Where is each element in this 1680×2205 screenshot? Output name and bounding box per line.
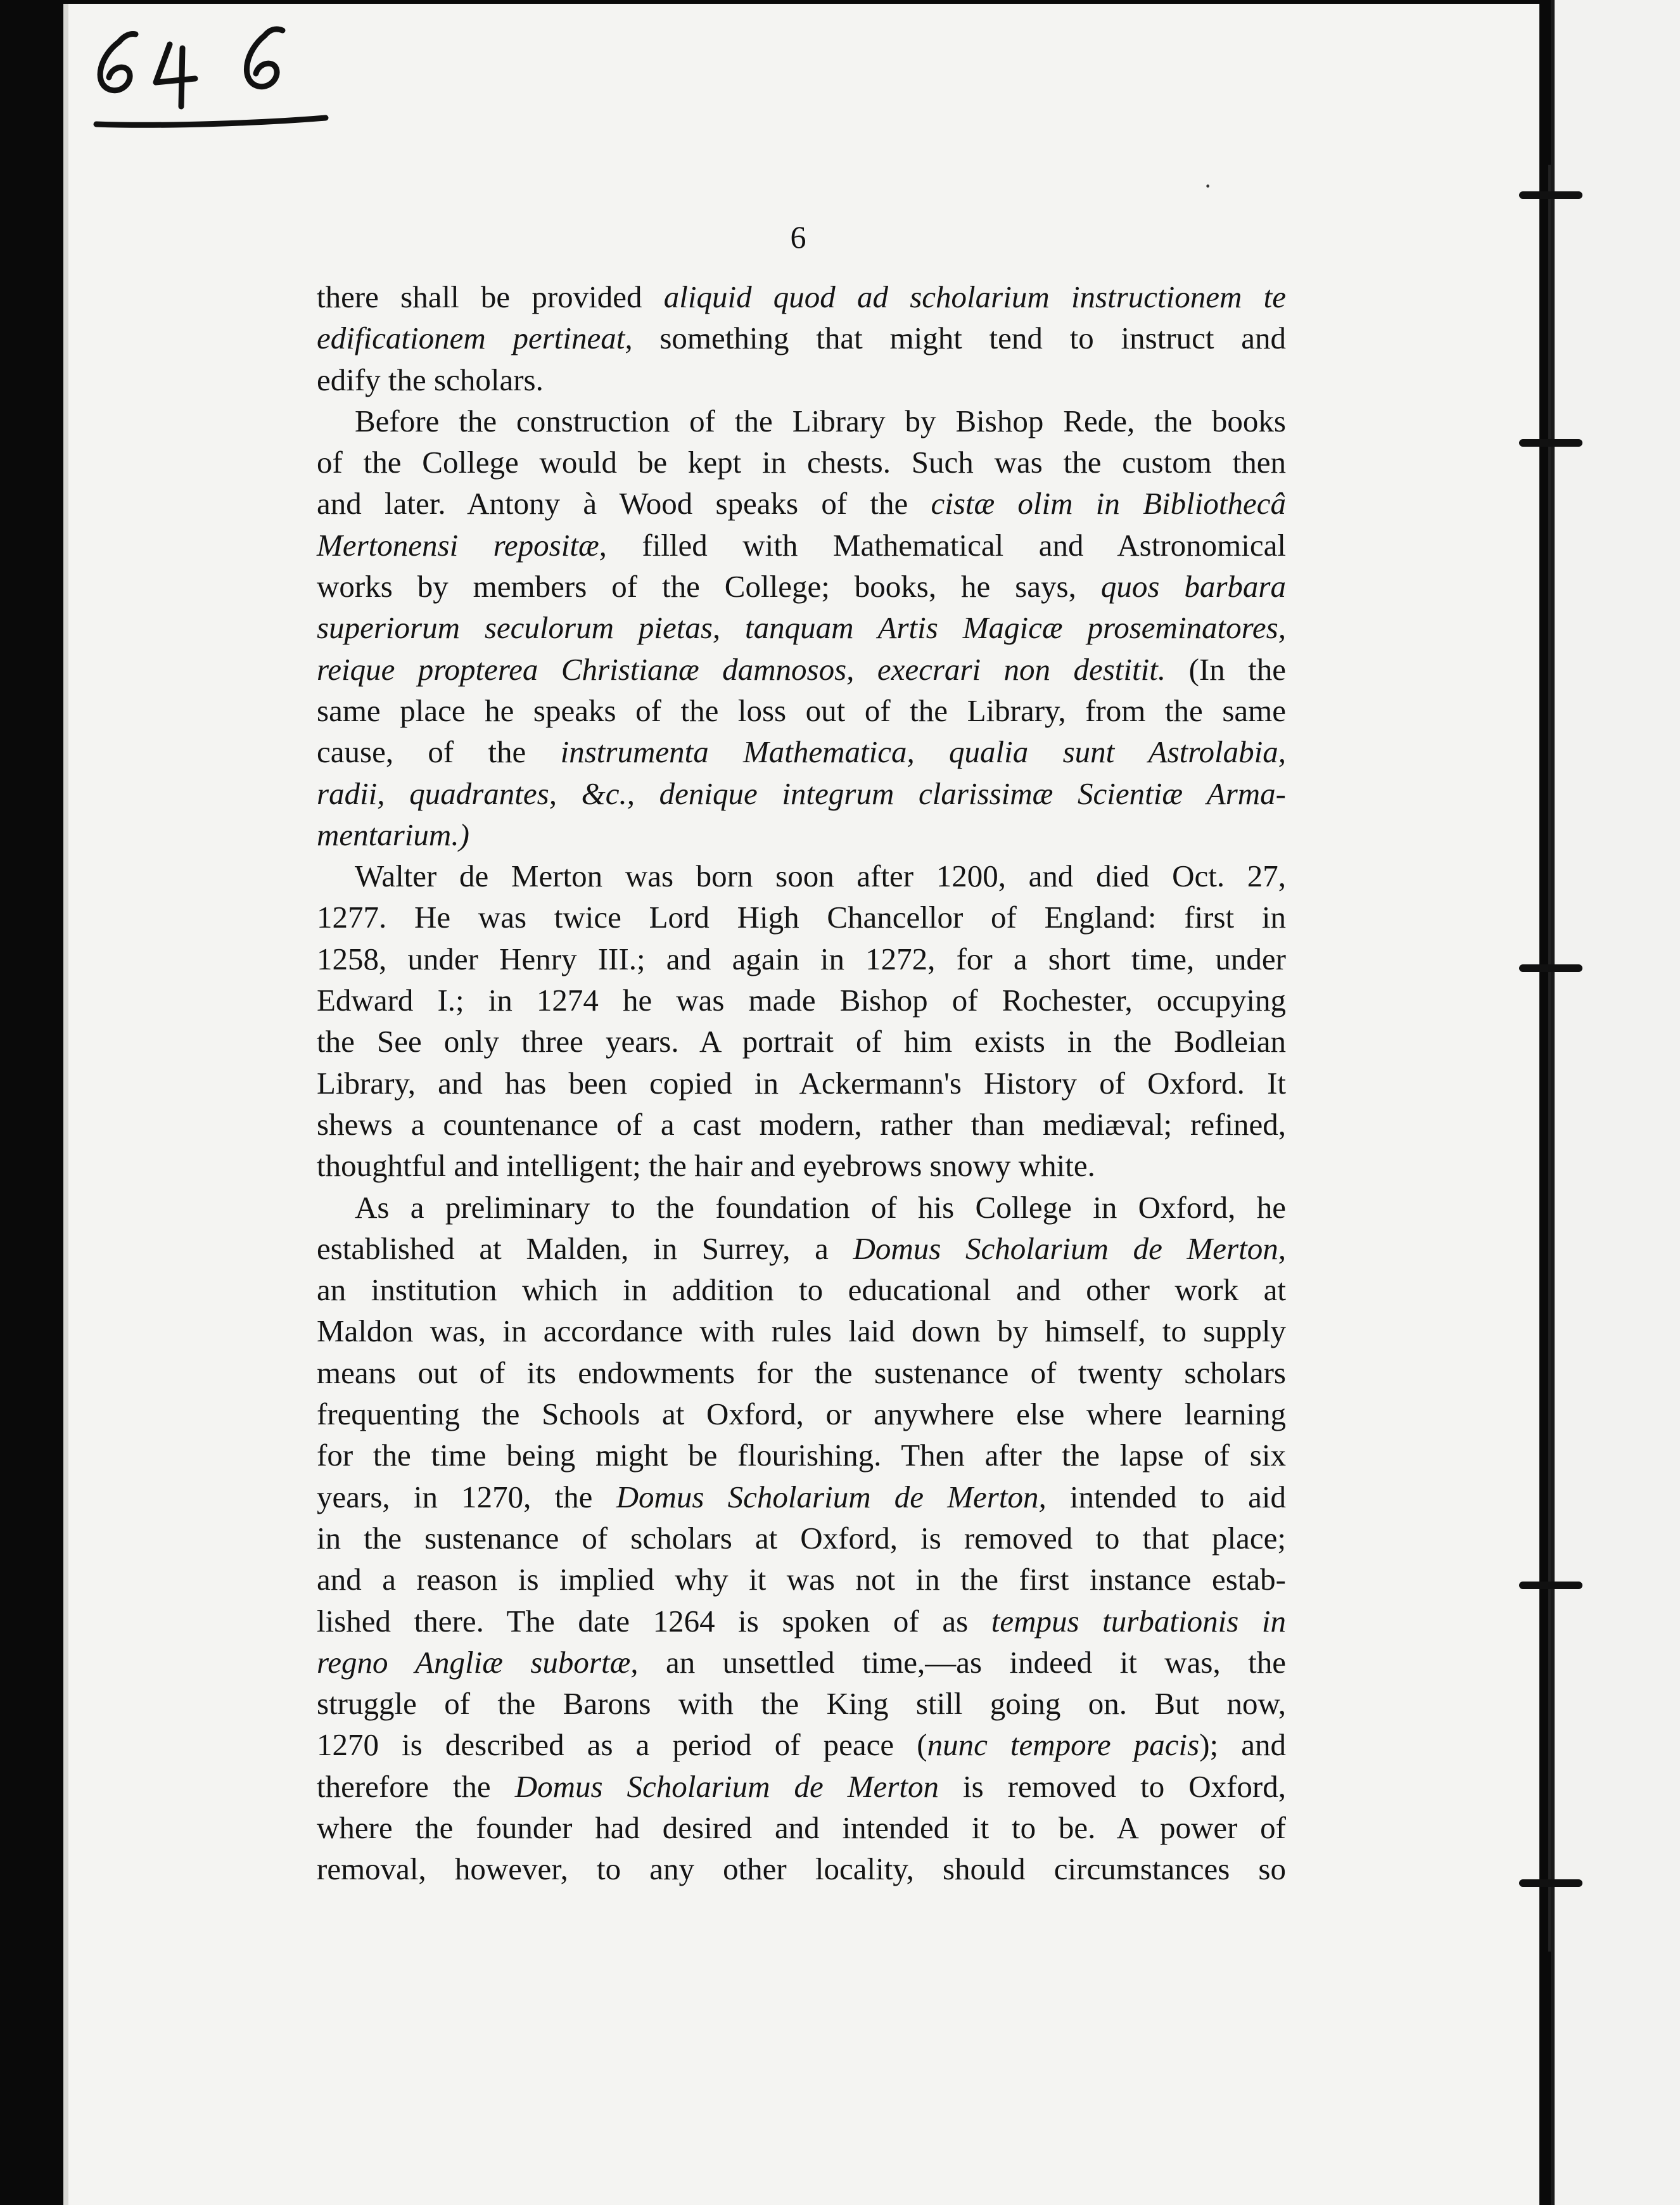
text-line	[317, 1642, 1286, 1683]
text-line	[317, 1393, 1286, 1435]
page-left-edge	[63, 4, 68, 2205]
italic-latin-phrase: reique propterea Christianæ damnosos, execrari non destitit.	[317, 651, 1166, 687]
text-run: of the College would be kept in chests. Such was the custom then	[317, 445, 1286, 480]
italic-latin-phrase: Domus Scholarium de Merton	[514, 1768, 939, 1804]
text-run: is removed to Oxford,	[938, 1768, 1286, 1804]
text-run: an unsettled time,—as indeed it was, the	[638, 1644, 1287, 1680]
paragraph	[317, 400, 1286, 855]
italic-latin-phrase: nunc tempore pacis	[927, 1727, 1200, 1763]
text-run: Maldon was, in accordance with rules laid down by himself, to supply	[317, 1313, 1286, 1349]
ink-speck: ·	[1204, 172, 1212, 200]
text-line	[317, 1601, 1286, 1642]
text-line	[317, 773, 1286, 814]
text-line	[317, 1766, 1286, 1807]
text-run: filled with Mathematical and Astronomical	[606, 527, 1286, 563]
text-run: where the founder had desired and intended it to be. A power of	[317, 1810, 1286, 1845]
handwritten-folio-number	[75, 11, 341, 144]
text-run: Walter de Merton was born soon after 1200, and died Oct. 27,	[355, 859, 1286, 894]
text-run: cause, of the	[317, 734, 561, 770]
text-run: 1270 is described as a period of peace (	[317, 1727, 927, 1763]
text-run: (In the	[1166, 651, 1287, 687]
text-line	[317, 1269, 1286, 1310]
text-line	[317, 731, 1286, 772]
text-line	[317, 938, 1286, 980]
binding-stitch	[1519, 191, 1582, 199]
italic-latin-phrase: mentarium.)	[317, 817, 469, 852]
text-line	[317, 1104, 1286, 1145]
binding-stitch	[1519, 964, 1582, 972]
text-line	[317, 566, 1286, 607]
text-run: therefore the	[317, 1768, 515, 1804]
text-run: years, in 1270, the	[317, 1479, 616, 1514]
text-run: established at Malden, in Surrey, a	[317, 1230, 853, 1266]
text-line	[317, 1228, 1286, 1269]
italic-latin-phrase: aliquid quod ad scholarium instructionem te	[663, 279, 1286, 314]
text-run: same place he speaks of the loss out of the Library, from the same	[317, 693, 1286, 728]
text-line	[317, 1476, 1286, 1518]
text-run: in the sustenance of scholars at Oxford, is removed to that place;	[317, 1520, 1286, 1556]
text-line	[317, 1848, 1286, 1889]
text-line	[317, 980, 1286, 1021]
text-line	[317, 525, 1286, 566]
text-run: As a preliminary to the foundation of his College in Oxford, he	[355, 1189, 1286, 1225]
text-run: intended to aid	[1046, 1479, 1286, 1514]
text-line	[317, 276, 1286, 317]
text-line	[317, 1724, 1286, 1765]
italic-latin-phrase: regno Angliæ subortæ,	[317, 1644, 639, 1680]
text-run: ); and	[1199, 1727, 1286, 1763]
facing-page-strip	[1555, 0, 1680, 2205]
italic-latin-phrase: Mertonensi repositæ,	[317, 527, 607, 563]
text-line	[317, 1352, 1286, 1393]
body-text	[317, 276, 1286, 1890]
italic-latin-phrase: Domus Scholarium de Merton,	[853, 1230, 1286, 1266]
text-run: and a reason is implied why it was not in the first instance estab-	[317, 1562, 1286, 1597]
italic-latin-phrase: superiorum seculorum pietas, tanquam Artis Magicæ proseminatores,	[317, 610, 1286, 646]
text-run: the See only three years. A portrait of him exists in the Bodleian	[317, 1024, 1286, 1059]
binding-thread	[1548, 165, 1551, 1952]
text-run: for the time being might be flourishing. Then after the lapse of six	[317, 1438, 1286, 1473]
italic-latin-phrase: cistæ olim in Bibliothecâ	[931, 486, 1286, 521]
text-line	[317, 855, 1286, 897]
text-line	[317, 897, 1286, 938]
text-line	[317, 1559, 1286, 1600]
italic-latin-phrase: instrumenta Mathematica, qualia sunt Astrolabia,	[560, 734, 1286, 770]
text-line	[317, 1310, 1286, 1352]
text-line	[317, 607, 1286, 648]
page-number: 6	[790, 219, 806, 255]
text-line	[317, 317, 1286, 359]
text-run: shews a countenance of a cast modern, rather than mediæval; refined,	[317, 1106, 1286, 1142]
text-line	[317, 1807, 1286, 1848]
text-line	[317, 690, 1286, 731]
text-line	[317, 814, 1286, 855]
text-run: 1277. He was twice Lord High Chancellor of England: first in	[317, 900, 1286, 935]
text-line	[317, 359, 1286, 400]
text-run: Before the construction of the Library by Bishop Rede, the books	[355, 403, 1286, 438]
italic-latin-phrase: edificationem pertineat,	[317, 321, 633, 356]
text-run: works by members of the College; books, he says,	[317, 569, 1101, 604]
text-line	[317, 1187, 1286, 1228]
text-run: edify the scholars.	[317, 362, 544, 397]
italic-latin-phrase: tempus turbationis in	[991, 1603, 1286, 1639]
text-line	[317, 1518, 1286, 1559]
italic-latin-phrase: radii, quadrantes, &c., denique integrum clarissimæ Scientiæ Arma-	[317, 776, 1286, 811]
text-run: thoughtful and intelligent; the hair and eyebrows snowy white.	[317, 1148, 1095, 1184]
text-line	[317, 1063, 1286, 1104]
italic-latin-phrase: quos barbara	[1100, 569, 1286, 604]
text-line	[317, 483, 1286, 524]
text-line	[317, 442, 1286, 483]
text-line	[317, 1021, 1286, 1062]
binding-stitch	[1519, 1879, 1582, 1887]
italic-latin-phrase: Domus Scholarium de Merton,	[616, 1479, 1047, 1514]
paragraph	[317, 276, 1286, 400]
text-line	[317, 1435, 1286, 1476]
text-run: 1258, under Henry III.; and again in 1272, for a short time, under	[317, 941, 1286, 976]
text-line	[317, 649, 1286, 690]
paragraph	[317, 1187, 1286, 1890]
text-run: Edward I.; in 1274 he was made Bishop of Rochester, occupying	[317, 983, 1286, 1018]
text-run: frequenting the Schools at Oxford, or anywhere else where learning	[317, 1396, 1286, 1432]
text-run: there shall be provided	[317, 279, 664, 314]
binding-stitch	[1519, 1582, 1582, 1589]
text-run: means out of its endowments for the sustenance of twenty scholars	[317, 1355, 1286, 1390]
text-line	[317, 1683, 1286, 1724]
text-run: and later. Antony à Wood speaks of the	[317, 486, 931, 521]
text-run: struggle of the Barons with the King still going on. But now,	[317, 1686, 1286, 1722]
text-run: Library, and has been copied in Ackermann's History of Oxford. It	[317, 1065, 1286, 1101]
paragraph	[317, 855, 1286, 1186]
text-run: removal, however, to any other locality, should circumstances so	[317, 1851, 1286, 1887]
text-line	[317, 400, 1286, 442]
text-run: something that might tend to instruct and	[632, 321, 1286, 356]
text-run: an institution which in addition to educational and other work at	[317, 1272, 1286, 1308]
text-run: lished there. The date 1264 is spoken of as	[317, 1603, 991, 1639]
text-line	[317, 1145, 1286, 1186]
binding-stitch	[1519, 439, 1582, 447]
